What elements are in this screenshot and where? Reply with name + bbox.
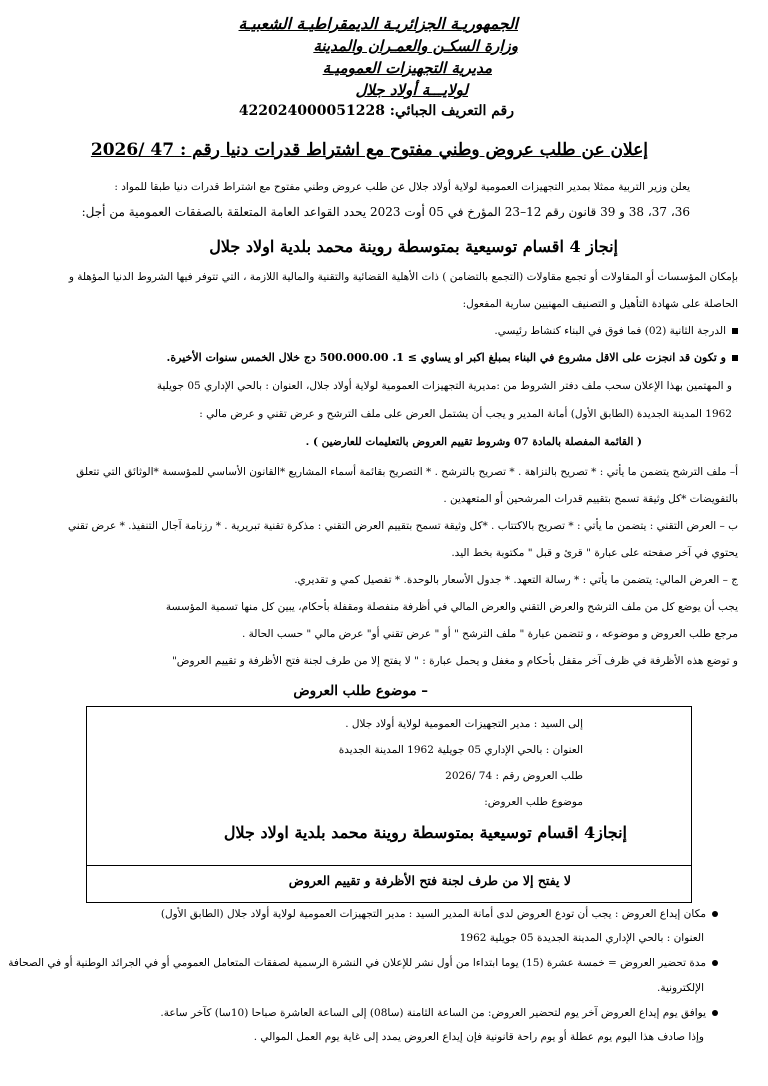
deposit-place-2: العنوان : بالحي الإداري المدينة الجديدة 05 جويلية 1962 [459,932,704,944]
preparation-period-1 [8,956,718,970]
directorate-header: مديرية التجهيزات العموميـة [322,59,492,77]
envelope-instructions-3: و توضع هذه الأظرفة في ظرف آخر مقفل بأحكام و مغفل و يحمل عبارة : " لا يفتح إلا من طرف لجنة فتح الأظرفة و تقييم العروض" [171,655,738,667]
detailed-list-note: ( القائمة المفصلة بالمادة 07 وشروط تقييم العروض بالتعليمات للعارضين ) . [305,436,642,448]
deposit-day-2: وإذا صادف هذا اليوم يوم عطلة أو يوم راحة قانونية فإن إيداع العروض يمدد إلى غاية يوم العمل الموالي . [253,1031,704,1043]
subject-heading: – موضوع طلب العروض [293,683,428,699]
preparation-period-2: الإلكترونية. [657,982,704,994]
bullet-icon [712,1010,718,1016]
envelope-notice-box [86,864,692,903]
withdraw-line-1: و المهتمين بهذا الإعلان سحب ملف دفتر الشروط من :مديرية التجهيزات العمومية لولاية أولاد جلال، العنوان : بالحي الإداري 05 جويلية [156,380,732,392]
square-bullet-icon [732,328,738,334]
project-title: إنجاز 4 اقسام توسيعية بمتوسطة روينة محمد بلدية اولاد جلال [209,237,618,256]
envelope-instructions-2: مرجع طلب العروض و موضوعه ، و تتضمن عبارة " ملف الترشح " أو " عرض تقني أو" عرض مالي " حسب الحالة . [241,628,738,640]
envelope-to: إلى السيد : مدير التجهيزات العمومية لولاية أولاد جلال . [345,718,583,730]
tax-id: رقم التعريف الجبائي: 422024000051228 [238,103,514,119]
condition-1 [494,324,738,338]
eligibility-line-2: الحاصلة على شهادة التأهيل و التصنيف المهنيين سارية المفعول: [462,298,738,310]
candidacy-file-2: بالتفويضات *كل وثيقة تسمح بتقييم قدرات المرشحين أو المتعهدين . [443,493,738,505]
deposit-place-1-text: مكان إيداع العروض : يجب أن تودع العروض لدى أمانة المدير السيد : مدير التجهيزات العمومية لولاية أولاد جلال (الطابق الأول) [160,908,706,920]
deposit-day-1 [160,1006,718,1020]
candidacy-file-1: أ– ملف الترشح يتضمن ما يأتي : * تصريح بالنزاهة . * تصريح بالترشح . * التصريح بقائمة أسماء المشاريع *القانون الأساسي للمؤسسة *الوثائق التي تتعلق [76,466,738,478]
bullet-icon [712,960,718,966]
province-header: لولايـــة أولاد جلال [355,81,468,99]
preparation-period-1-text: مدة تحضير العروض = خمسة عشرة (15) يوما ابتداءا من أول نشر للإعلان في النشرة الرسمية لصفقات المتعامل العمومي أو في الجرائد الوطنية أو في الصحافة [8,957,706,969]
condition-1-text: الدرجة الثانية (02) فما فوق في البناء كنشاط رئيسي. [494,325,726,337]
condition-2-text: و تكون قد انجزت على الاقل مشروع في البناء بمبلغ اكبر او يساوي ≥ 1. 500.000.00 دج خلال الخمس سنوات الأخيرة. [166,351,726,364]
ministry-header: وزارة السكـن والعمـران والمدينة [313,37,518,55]
do-not-open-notice: لا يفتح إلا من طرف لجنة فتح الأظرفة و تقييم العروض [288,873,571,888]
withdraw-line-2: 1962 المدينة الجديدة (الطابق الأول) أمانة المدير و يجب أن يشتمل العرض على ملف الترشح و عرض تقني و عرض مالي : [199,408,732,420]
envelope-subject: إنجاز4 اقسام توسيعية بمتوسطة روينة محمد بلدية اولاد جلال [223,823,627,842]
deposit-place-1 [161,907,718,921]
technical-offer-2: يحتوي في آخر صفحته على عبارة " قرئ و قبل " مكتوبة بخط اليد. [451,547,738,559]
republic-header: الجمهوريـة الجزائريـة الديمقراطيـة الشعبيـة [238,14,518,33]
envelope-reference: طلب العروض رقم : 74 /2026 [445,770,583,782]
intro-line-2: 36، 37، 38 و 39 قانون رقم 12–23 المؤرخ في 05 أوت 2023 يحدد القواعد العامة المتعلقة بالصفقات العمومية من أجل: [81,205,690,219]
envelope-address: العنوان : بالحي الإداري 05 جويلية 1962 المدينة الجديدة [338,744,583,756]
deposit-day-1-text: يوافق يوم إيداع العروض آخر يوم لتحضير العروض: من الساعة الثامنة (سا08) إلى الساعة العاشرة صباحا (10سا) كآخر ساعة. [160,1007,706,1019]
financial-offer: ج – العرض المالي: يتضمن ما يأتي : * رسالة التعهد. * جدول الأسعار بالوحدة. * تفصيل كمي و تقديري. [294,574,738,586]
envelope-instructions-1: يجب أن يوضع كل من ملف الترشح والعرض التقني والعرض المالي في أظرفة منفصلة ومقفلة بأحكام، يبين كل منها تسمية المؤسسة [165,601,738,613]
square-bullet-icon [732,355,738,361]
announcement-title: إعلان عن طلب عروض وطني مفتوح مع اشتراط قدرات دنيا رقم : 47 /2026 [90,140,648,160]
envelope-subject-label: موضوع طلب العروض: [484,796,583,808]
technical-offer-1: ب – العرض التقني : يتضمن ما يأتي : * تصريح بالاكتتاب . *كل وثيقة تسمح بتقييم العرض التقني : مذكرة تقنية تبريرية . * رزنامة آجال التنفيذ. * عرض تقني [68,520,738,532]
intro-line-1: يعلن وزير التربية ممثلا بمدير التجهيزات العمومية لولاية أولاد جلال عن طلب عروض وطني مفتوح مع اشتراط قدرات دنيا طبقا للمواد : [114,181,690,193]
condition-2 [167,351,738,366]
bullet-icon [712,911,718,917]
eligibility-line-1: بإمكان المؤسسات أو المقاولات أو تجمع مقاولات (التجمع بالتضامن ) ذات الأهلية القضائية والتقنية والمالية اللازمة ، التي تتوفر فيها الشروط الدنيا المؤهلة و [68,271,738,283]
envelope-box [86,706,692,866]
